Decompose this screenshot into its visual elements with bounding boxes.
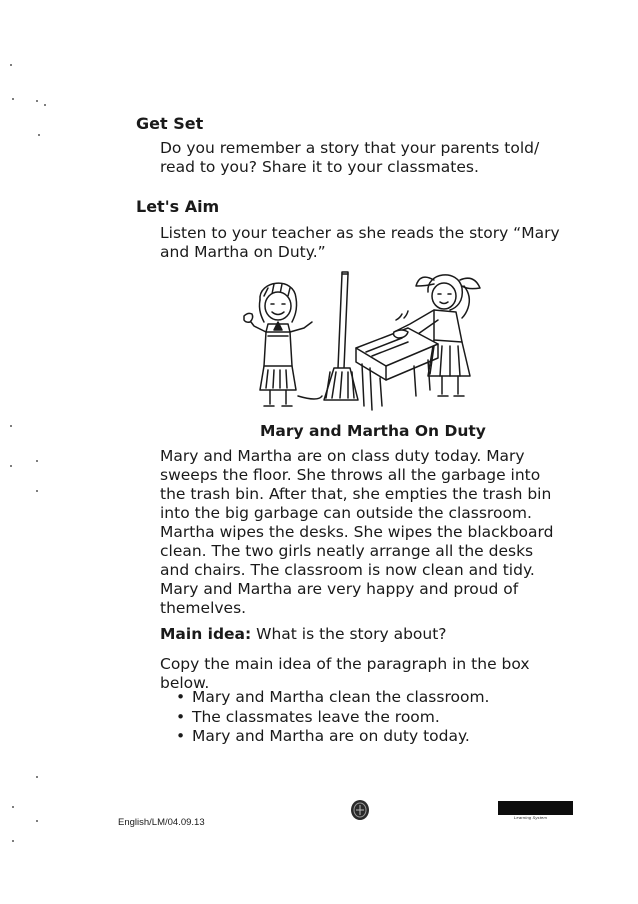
text-line: Do you remember a story that your parents told/ xyxy=(160,139,540,157)
get-set-heading: Get Set xyxy=(136,114,204,133)
story-line: Martha wipes the desks. She wipes the blackboard xyxy=(160,523,554,541)
scan-speck xyxy=(36,100,38,102)
scan-speck xyxy=(12,806,14,808)
scan-speck xyxy=(10,64,12,66)
learning-system-logo-bar xyxy=(498,801,573,815)
girl-wiping-figure xyxy=(356,275,480,410)
bullet-icon: • xyxy=(176,707,186,726)
main-idea-label: Main idea: xyxy=(160,625,252,643)
story-paragraph xyxy=(160,447,553,618)
story-line: clean. The two girls neatly arrange all the desks xyxy=(160,542,534,560)
scan-speck xyxy=(44,104,46,106)
story-line: the trash bin. After that, she empties the trash bin xyxy=(160,485,552,503)
text-line: below. xyxy=(160,674,210,692)
list-item xyxy=(166,688,489,708)
story-line: into the big garbage can outside the classroom. xyxy=(160,504,532,522)
deped-seal-icon xyxy=(349,798,371,822)
scan-speck xyxy=(36,776,38,778)
lets-aim-heading: Let's Aim xyxy=(136,197,220,216)
bullet-icon: • xyxy=(176,688,186,706)
text-line: Listen to your teacher as she reads the story “Mary xyxy=(160,224,560,242)
story-title: Mary and Martha On Duty xyxy=(260,422,486,440)
scan-speck xyxy=(12,98,14,100)
story-line: and chairs. The classroom is now clean and tidy. xyxy=(160,561,535,579)
girl-sweeping-figure xyxy=(244,272,358,406)
lets-aim-text xyxy=(160,224,560,262)
scan-speck xyxy=(36,490,38,492)
text-line: Copy the main idea of the paragraph in the box xyxy=(160,655,530,673)
scan-speck xyxy=(38,134,40,136)
story-line: sweeps the floor. She throws all the garbage into xyxy=(160,466,541,484)
list-item xyxy=(166,708,489,728)
text-line: and Martha on Duty.” xyxy=(160,243,326,261)
scan-speck xyxy=(10,425,12,427)
story-line: themelves. xyxy=(160,599,247,617)
main-idea-options xyxy=(166,688,489,747)
learning-system-logo-text: Learning System xyxy=(514,815,548,820)
get-set-text xyxy=(160,139,539,177)
option-text: Mary and Martha clean the classroom. xyxy=(192,688,490,706)
option-text: The classmates leave the room. xyxy=(192,707,440,726)
scan-speck xyxy=(36,460,38,462)
bullet-icon: • xyxy=(176,727,186,745)
list-item xyxy=(166,727,489,747)
story-line: Mary and Martha are very happy and proud of xyxy=(160,580,519,598)
option-text: Mary and Martha are on duty today. xyxy=(192,727,470,745)
main-idea-question xyxy=(160,625,447,644)
text-line: read to you? Share it to your classmates. xyxy=(160,158,479,176)
scan-speck xyxy=(12,840,14,842)
two-girls-cleaning-illustration xyxy=(238,266,486,412)
main-idea-question-text: What is the story about? xyxy=(251,625,447,643)
scan-speck xyxy=(10,465,12,467)
story-line: Mary and Martha are on class duty today. Mary xyxy=(160,447,525,465)
footer-code: English/LM/04.09.13 xyxy=(118,817,205,828)
scan-speck xyxy=(36,820,38,822)
